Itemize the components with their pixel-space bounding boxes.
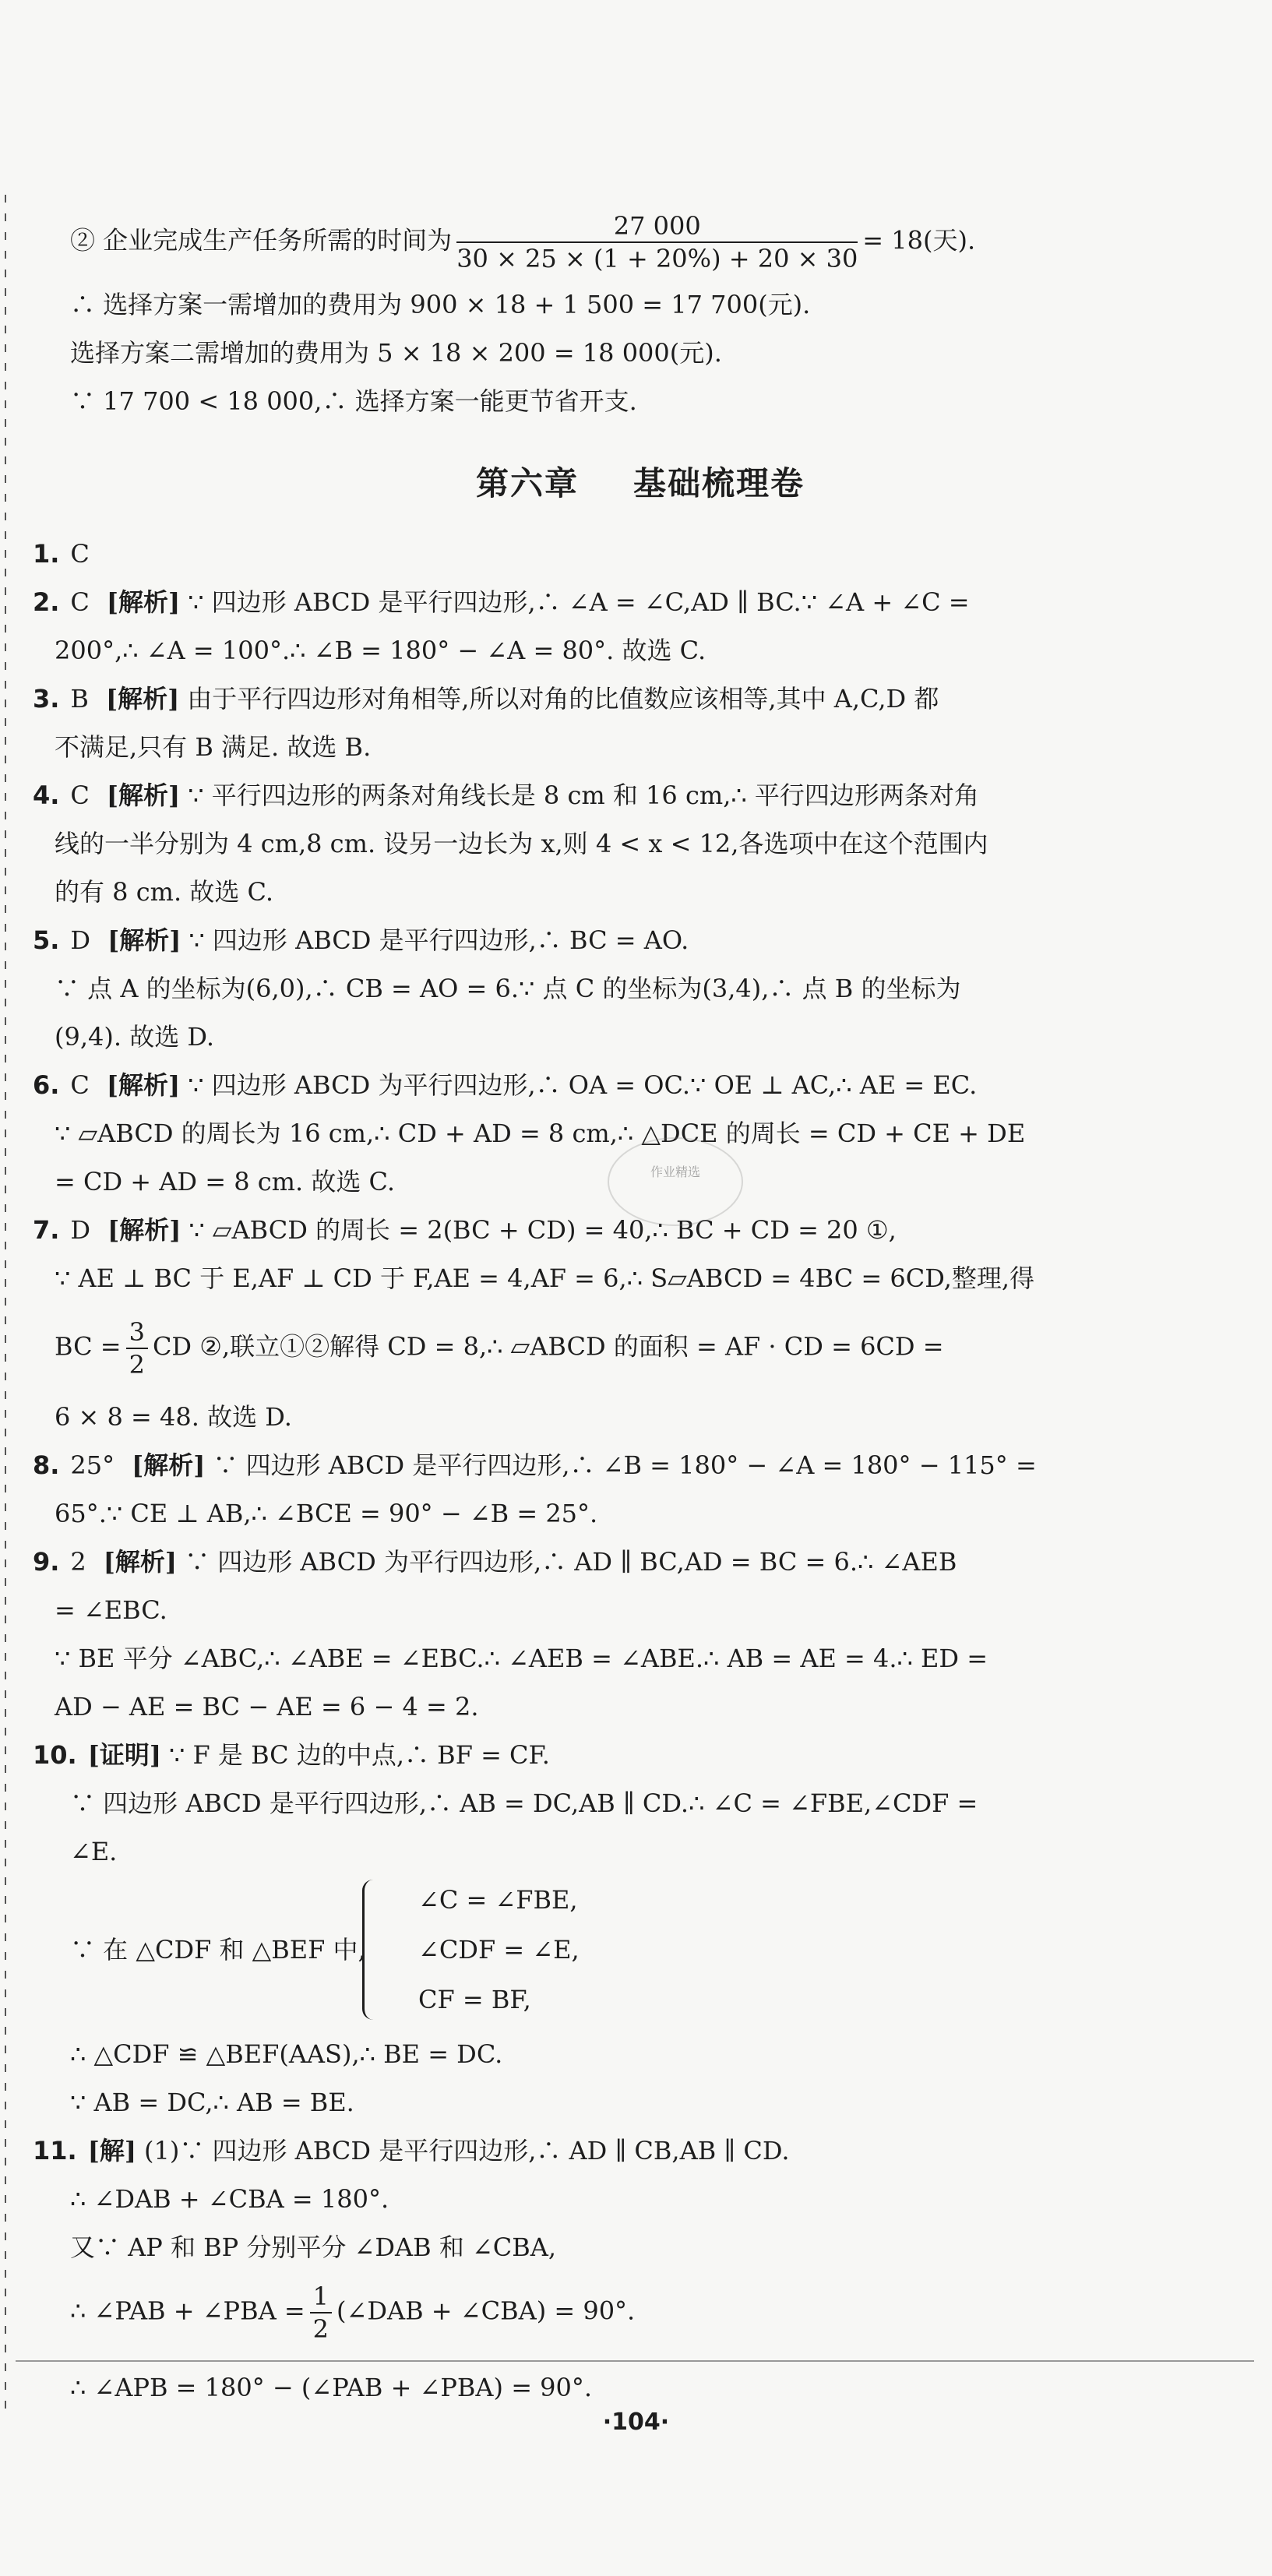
answer-9-line-1: 9. 2 [解析] ∵ 四边形 ABCD 为平行四边形,∴ AD ∥ BC,AD = BC = 6.∴ ∠AEB <box>33 1547 957 1577</box>
bottom-rule <box>16 2360 1254 2362</box>
answer-11-line-5: ∴ ∠APB = 180° − (∠PAB + ∠PBA) = 90°. <box>70 2373 593 2402</box>
answer-10-line-3: ∠E. <box>70 1837 118 1866</box>
answer-10-brace-3: CF = BF, <box>418 1985 531 2014</box>
top-line-1: ② 企业完成生产任务所需的时间为 $\frac{27 000}{30 \times 25 \times (1 + 20\%) + 20 \times 30}$ = 18(天). <box>70 211 976 273</box>
answer-7-line-2: ∵ AE ⊥ BC 于 E,AF ⊥ CD 于 F,AE = 4,AF = 6,∴ S▱ABCD = 4BC = 6CD,整理,得 <box>55 1263 1035 1293</box>
answer-10-line-4: ∵ 在 △CDF 和 △BEF 中, <box>70 1935 366 1965</box>
top-line-4: ∵ 17 700 < 18 000,∴ 选择方案一能更节省开支. <box>70 386 637 416</box>
answer-9-line-2: = ∠EBC. <box>55 1595 167 1625</box>
answer-2-line-1: 2. C [解析] ∵ 四边形 ABCD 是平行四边形,∴ ∠A = ∠C,AD ∥ BC.∵ ∠A + ∠C = <box>33 587 970 617</box>
answer-3-line-1: 3. B [解析] 由于平行四边形对角相等,所以对角的比值数应该相等,其中 A,C,D 都 <box>33 684 939 714</box>
answer-10-line-2: ∵ 四边形 ABCD 是平行四边形,∴ AB = DC,AB ∥ CD.∴ ∠C = ∠FBE,∠CDF = <box>70 1788 978 1818</box>
answer-5-line-1: 5. D [解析] ∵ 四边形 ABCD 是平行四边形,∴ BC = AO. <box>33 925 689 955</box>
answer-6-line-1: 6. C [解析] ∵ 四边形 ABCD 为平行四边形,∴ OA = OC.∵ OE ⊥ AC,∴ AE = EC. <box>33 1070 978 1100</box>
time-fraction: $\frac{27 000}{30 \times 25 \times (1 + 20\%) + 20 \times 30}$ <box>456 211 858 273</box>
fraction-one-half: $\frac{1}{2}$ <box>310 2281 332 2345</box>
answer-11-line-2: ∴ ∠DAB + ∠CBA = 180°. <box>70 2184 389 2214</box>
answer-4-line-3: 的有 8 cm. 故选 C. <box>55 877 274 907</box>
answer-3-line-2: 不满足,只有 B 满足. 故选 B. <box>55 732 372 762</box>
answer-9-line-3: ∵ BE 平分 ∠ABC,∴ ∠ABE = ∠EBC.∴ ∠AEB = ∠ABE.∴ AB = AE = 4.∴ ED = <box>55 1644 988 1673</box>
answer-11-line-3: 又∵ AP 和 BP 分别平分 ∠DAB 和 ∠CBA, <box>70 2232 557 2262</box>
system-brace <box>362 1880 385 2020</box>
faint-stamp: 作业精选 <box>608 1137 743 1226</box>
answer-6-line-3: = CD + AD = 8 cm. 故选 C. <box>55 1167 396 1196</box>
top-line-2: ∴ 选择方案一需增加的费用为 900 × 18 + 1 500 = 17 700(元). <box>70 290 811 319</box>
answer-1: 1. C <box>33 539 90 569</box>
top-line-3: 选择方案二需增加的费用为 5 × 18 × 200 = 18 000(元). <box>70 338 722 368</box>
answer-5-line-3: (9,4). 故选 D. <box>55 1022 215 1052</box>
page-number: ·104· <box>602 2409 670 2436</box>
answer-7-line-3: BC = $\frac{3}{2}$ CD ②,联立①②解得 CD = 8,∴ ▱ABCD 的面积 = AF · CD = 6CD = <box>55 1317 944 1380</box>
answer-8-line-1: 8. 25° [解析] ∵ 四边形 ABCD 是平行四边形,∴ ∠B = 180° − ∠A = 180° − 115° = <box>33 1450 1037 1480</box>
answer-8-line-2: 65°.∵ CE ⊥ AB,∴ ∠BCE = 90° − ∠B = 25°. <box>55 1499 598 1528</box>
answer-9-line-4: AD − AE = BC − AE = 6 − 4 = 2. <box>55 1692 479 1721</box>
answer-7-line-4: 6 × 8 = 48. 故选 D. <box>55 1402 292 1432</box>
answer-10-line-5: ∴ △CDF ≌ △BEF(AAS),∴ BE = DC. <box>70 2039 503 2069</box>
answer-2-line-2: 200°,∴ ∠A = 100°.∴ ∠B = 180° − ∠A = 80°. 故选 C. <box>55 636 706 665</box>
answer-6-line-2: ∵ ▱ABCD 的周长为 16 cm,∴ CD + AD = 8 cm,∴ △DCE 的周长 = CD + CE + DE <box>55 1119 1026 1148</box>
answer-7-line-1: 7. D [解析] ∵ ▱ABCD 的周长 = 2(BC + CD) = 40,∴ BC + CD = 20 ①, <box>33 1215 897 1245</box>
answer-4-line-1: 4. C [解析] ∵ 平行四边形的两条对角线长是 8 cm 和 16 cm,∴ 平行四边形两条对角 <box>33 781 979 810</box>
answer-11-line-1: 11. [解] (1)∵ 四边形 ABCD 是平行四边形,∴ AD ∥ CB,AB ∥ CD. <box>33 2136 790 2165</box>
chapter-heading: 第六章 基础梳理卷 <box>475 464 805 502</box>
answer-10-line-6: ∵ AB = DC,∴ AB = BE. <box>70 2088 354 2117</box>
binding-margin-dashes <box>3 195 11 2415</box>
answer-10-brace-1: ∠C = ∠FBE, <box>418 1885 578 1915</box>
answer-10-line-1: 10. [证明] ∵ F 是 BC 边的中点,∴ BF = CF. <box>33 1740 550 1770</box>
answer-4-line-2: 线的一半分别为 4 cm,8 cm. 设另一边长为 x,则 4 < x < 12,各选项中在这个范围内 <box>55 829 988 858</box>
answer-5-line-2: ∵ 点 A 的坐标为(6,0),∴ CB = AO = 6.∵ 点 C 的坐标为(3,4),∴ 点 B 的坐标为 <box>55 974 961 1003</box>
answer-11-line-4: ∴ ∠PAB + ∠PBA = $\frac{1}{2}$ (∠DAB + ∠CBA) = 90°. <box>70 2282 636 2344</box>
answer-10-brace-2: ∠CDF = ∠E, <box>418 1935 580 1965</box>
fraction-three-halves: $\frac{3}{2}$ <box>126 1316 148 1380</box>
